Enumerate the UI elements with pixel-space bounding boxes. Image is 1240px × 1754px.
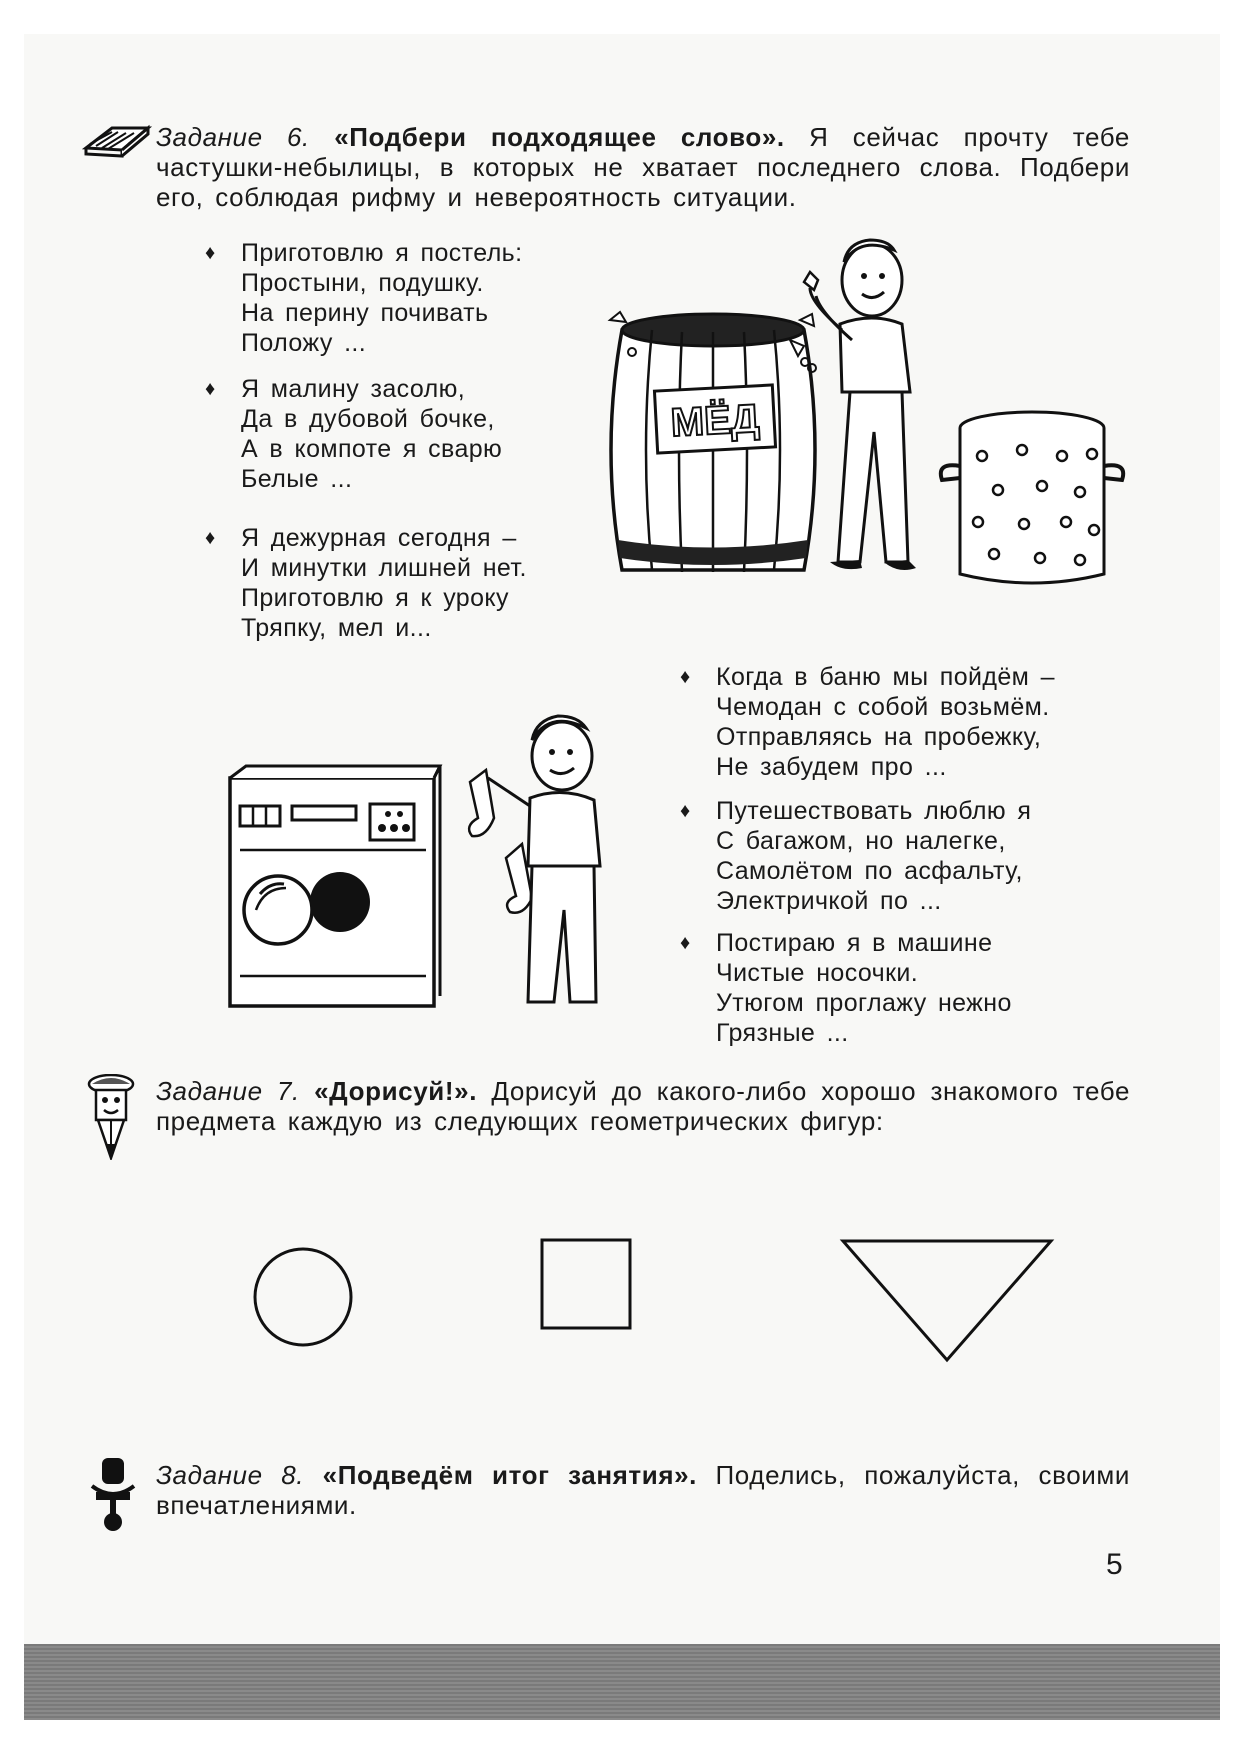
verse-line: С багажом, но налегке, [716, 827, 1006, 855]
bullet-diamond-icon: ♦ [680, 932, 691, 954]
verse-line: Чистые носочки. [716, 959, 919, 987]
task8-label: Задание 8. [156, 1460, 305, 1490]
square-shape [540, 1238, 632, 1330]
verse-line: А в компоте я сварю [241, 435, 503, 463]
verse-line: Положу ... [241, 329, 367, 357]
book-icon [82, 118, 154, 160]
bullet-diamond-icon: ♦ [680, 666, 691, 688]
verse-line: Я дежурная сегодня – [241, 524, 517, 552]
boy-with-socks-illustration [466, 710, 636, 1010]
task6-text: Я сейчас прочту тебе частушки-небылицы, в которых не хватает последнего слова. Подбери его, соблюдая рифму и невероятность ситуации. [156, 122, 1130, 212]
microphone-icon [88, 1456, 138, 1532]
task8-title: «Подведём итог занятия». [322, 1460, 697, 1490]
task7-title: «Дорисуй!». [314, 1076, 478, 1106]
boy-with-grapes-illustration [790, 232, 940, 592]
inverted-triangle-shape [840, 1238, 1054, 1364]
task6-label: Задание 6. [156, 122, 310, 152]
task6-paragraph [156, 122, 1130, 212]
verse-line: Когда в баню мы пойдём – [716, 663, 1055, 691]
verse-line: На перину почивать [241, 299, 489, 327]
verse-6 [680, 928, 1012, 1048]
pencil-character-icon [86, 1074, 136, 1160]
bullet-diamond-icon: ♦ [205, 242, 216, 264]
verse-line: Самолётом по асфальту, [716, 857, 1023, 885]
verse-5 [680, 796, 1032, 916]
task7-text: Дорисуй до какого-либо хорошо знакомого тебе предмета каждую из следующих геометрических фигур: [156, 1076, 1131, 1136]
verse-2 [205, 374, 503, 494]
bullet-diamond-icon: ♦ [205, 378, 216, 400]
verse-line: Приготовлю я к уроку [241, 584, 509, 612]
task7-label: Задание 7. [156, 1076, 300, 1106]
dotted-pot-illustration [932, 406, 1132, 596]
verse-line: Постираю я в машине [716, 929, 993, 957]
verse-line: Да в дубовой бочке, [241, 405, 495, 433]
verse-line: Не забудем про ... [716, 753, 947, 781]
task8-paragraph [156, 1460, 1130, 1520]
bullet-diamond-icon: ♦ [680, 800, 691, 822]
verse-line: Приготовлю я постель: [241, 239, 523, 267]
page-number: 5 [1106, 1548, 1123, 1581]
verse-line: Отправляясь на пробежку, [716, 723, 1042, 751]
verse-line: Грязные ... [716, 1019, 849, 1047]
task6-title: «Подбери подходящее слово». [334, 122, 785, 152]
verse-4 [680, 662, 1055, 782]
verse-1 [205, 238, 523, 358]
verse-line: Я малину засолю, [241, 375, 466, 403]
verse-line: Электричкой по ... [716, 887, 942, 915]
verse-line: Белые ... [241, 465, 353, 493]
verse-line: Путешествовать люблю я [716, 797, 1032, 825]
barrel-sign-text: МЁД [669, 396, 761, 446]
verse-line: Чемодан с собой возьмём. [716, 693, 1050, 721]
verse-3 [205, 523, 527, 643]
task8-text: Поделись, пожалуйста, своими впечатлениями. [156, 1460, 1130, 1520]
verse-line: Простыни, подушку. [241, 269, 484, 297]
verse-line: Утюгом проглажу нежно [716, 989, 1012, 1017]
circle-shape [252, 1246, 354, 1348]
task7-paragraph [156, 1076, 1130, 1136]
verse-line: И минутки лишней нет. [241, 554, 527, 582]
bottom-scan-band [24, 1644, 1220, 1720]
verse-line: Тряпку, мел и... [241, 614, 432, 642]
bullet-diamond-icon: ♦ [205, 527, 216, 549]
washing-machine-illustration [226, 764, 450, 1012]
